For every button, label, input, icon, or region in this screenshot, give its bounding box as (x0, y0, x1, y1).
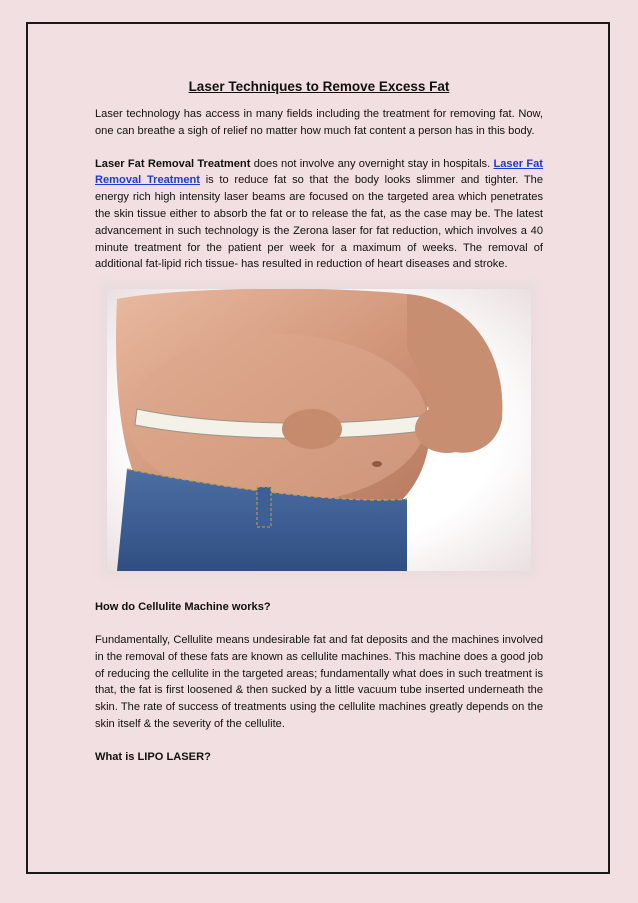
page-title: Laser Techniques to Remove Excess Fat (188, 79, 450, 94)
paragraph-text-1: does not involve any overnight stay in hospitals. (250, 157, 494, 170)
paragraph-lead: Laser Fat Removal Treatment (95, 157, 251, 170)
intro-paragraph: Laser technology has access in many fields including the treatment for removing fat. Now, one can breathe a sigh of relief no matter how much fat content a person has in this body. (95, 108, 543, 137)
treatment-paragraph (95, 156, 543, 274)
lipo-laser-heading: What is LIPO LASER? (95, 750, 211, 763)
cellulite-paragraph: Fundamentally, Cellulite means undesirable fat and fat deposits and the machines involved in the removal of these fats are known as cellulite machines. This machine does a good job of reducing the cellulite in the targeted areas; fundamentally what does in such treatment is that, the fat is first loosened & then sucked by a little vacuum tube inserted underneath the skin. The rate of success of treatments using the cellulite machines greatly depends on the skin itself & the severity of the cellulite. (95, 633, 543, 730)
cellulite-heading: How do Cellulite Machine works? (95, 601, 271, 614)
paragraph-text-2: is to reduce fat so that the body looks slimmer and tighter. The energy rich high intensity laser beams are focused on the targeted area which penetrates the skin tissue either to absorb the fat or to release the fat, as the case may be. The latest advancement in such technology is the Zerona laser for fat reduction, which involves a 40 minute treatment for the patient per week for a maximum of weeks. The removal of additional fat-lipid rich tissue- has resulted in reduction of heart diseases and stroke. (95, 174, 543, 271)
laser-fat-removal-link[interactable]: Laser Fat Removal Treatment (95, 157, 543, 187)
photo-illustration (107, 289, 531, 571)
document-body (95, 78, 543, 782)
belly-measurement-photo (107, 289, 531, 571)
